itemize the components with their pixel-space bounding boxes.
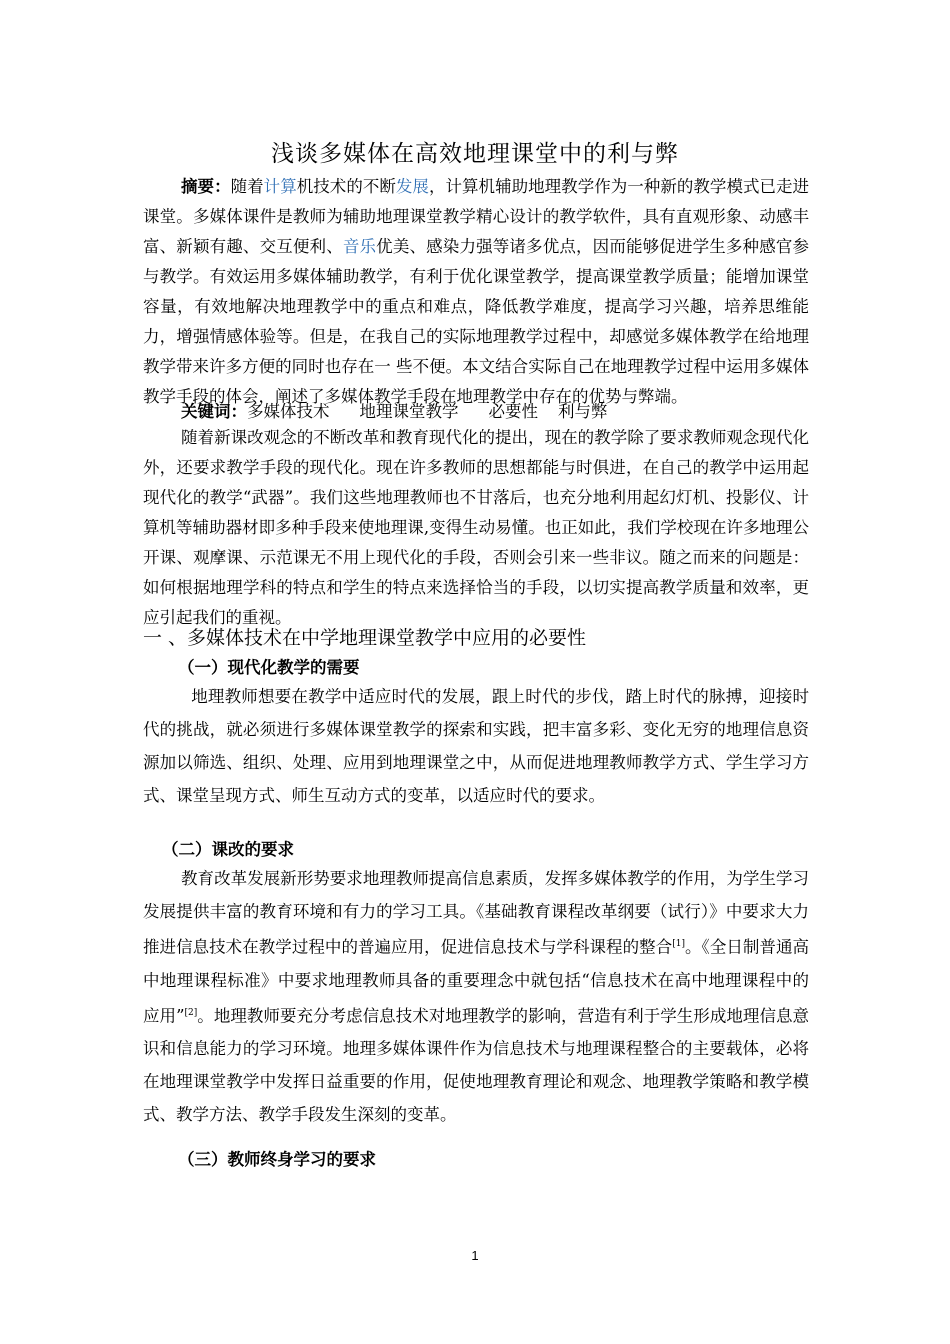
subsection-2-text-3: 。地理教师要充分考虑信息技术对地理教学的影响，营造有利于学生形成地理信息意识和信息能力的学习环境。地理多媒体课件作为信息技术与地理课程整合的主要载体，必将在地理课堂教学中发挥日益重要的作用，促使地理教育理论和观念、地理教学策略和教学模式、教学方法、教学手段发生深刻的变革。 — [143, 1006, 810, 1124]
link-computing[interactable]: 计算 — [263, 177, 297, 196]
intro-paragraph — [143, 423, 809, 633]
subsection-heading-3: （三）教师终身学习的要求 — [178, 1150, 376, 1169]
abstract-label: 摘要： — [181, 177, 231, 196]
link-development[interactable]: 发展 — [395, 177, 429, 196]
abstract-paragraph — [143, 172, 809, 412]
abstract-text-2: 机技术的不断 — [296, 177, 396, 196]
subsection-heading-2: （二）课改的要求 — [162, 840, 294, 859]
section-heading-1: 一 、多媒体技术在中学地理课堂教学中应用的必要性 — [143, 627, 587, 649]
abstract-text-1: 随着 — [230, 177, 264, 196]
keyword-item: 地理课堂教学 — [359, 402, 459, 421]
subsection-2-text-2: 。《全日制普通高中地理课程标准》中要求地理教师具备的重要理念中就包括“信息技术在高中地理课程中的应用” — [143, 937, 810, 1025]
subsection-1-paragraph — [143, 680, 809, 812]
document-title: 浅谈多媒体在高效地理课堂中的利与弊 — [271, 141, 679, 167]
abstract-text-3: ，计算机辅助地理教学作为一种新的教学模式已走进课堂。多媒体课件是教师为辅助地理课堂教学精心设计的教学软件，具有直观形象、动感丰富、新颖有趣、交互便利、 — [143, 177, 810, 256]
keyword-item: 多媒体技术 — [247, 402, 330, 421]
citation-2[interactable]: [2] — [184, 1007, 198, 1018]
subsection-2-text-1: 教育改革发展新形势要求地理教师提高信息素质，发挥多媒体教学的作用，为学生学习发展提供丰富的教育环境和有力的学习工具。《基础教育课程改革纲要（试行）》中要求大力推进信息技术在教学过程中的普遍应用，促进信息技术与学科课程的整合 — [143, 869, 809, 957]
citation-1[interactable]: [1] — [672, 939, 685, 949]
abstract-text-4: 优美、感染力强等诸多优点，因而能够促进学生多种感官参与教学。有效运用多媒体辅助教学，有利于优化课堂教学，提高课堂教学质量；能增加课堂容量，有效地解决地理教学中的重点和难点，降低教学难度，提高学习兴趣，培养思维能力，增强情感体验等。但是，在我自己的实际地理教学过程中，却感觉多媒体教学在给地理教学带来许多方便的同时也存在一 些不便。本文结合实际自己在地理教学过程中运用多媒体教学手段的体会，阐述了多媒体教学手段在地理教学中存在的优势与弊端。 — [143, 237, 810, 406]
subsection-heading-1: （一）现代化教学的需要 — [178, 658, 360, 677]
subsection-2-paragraph — [143, 862, 809, 1131]
subsection-1-text: 地理教师想要在教学中适应时代的发展，跟上时代的步伐，踏上时代的脉搏，迎接时代的挑战，就必须进行多媒体课堂教学的探索和实践，把丰富多彩、变化无穷的地理信息资源加以筛选、组织、处理、应用到地理课堂之中，从而促进地理教师教学方式、学生学习方式、课堂呈现方式、师生互动方式的变革，以适应时代的要求。 — [143, 687, 809, 805]
keyword-item: 利与弊 — [558, 402, 608, 421]
keyword-item: 必要性 — [488, 402, 538, 421]
link-music[interactable]: 音乐 — [342, 237, 377, 256]
page-number: 1 — [471, 1248, 479, 1263]
intro-text: 随着新课改观念的不断改革和教育现代化的提出，现在的教学除了要求教师观念现代化外，还要求教学手段的现代化。现在许多教师的思想都能与时俱进，在自己的教学中运用起现代化的教学“武器”。我们这些地理教师也不甘落后，也充分地利用起幻灯机、投影仪、计算机等辅助器材即多种手段来使地理课,变得生动易懂。也正如此，我们学校现在许多地理公开课、观摩课、示范课无不用上现代化的手段，否则会引来一些非议。随之而来的问题是：如何根据地理学科的特点和学生的特点来选择恰当的手段，以切实提高教学质量和效率，更应引起我们的重视。 — [143, 428, 809, 627]
keywords-label: 关键词： — [181, 402, 247, 421]
